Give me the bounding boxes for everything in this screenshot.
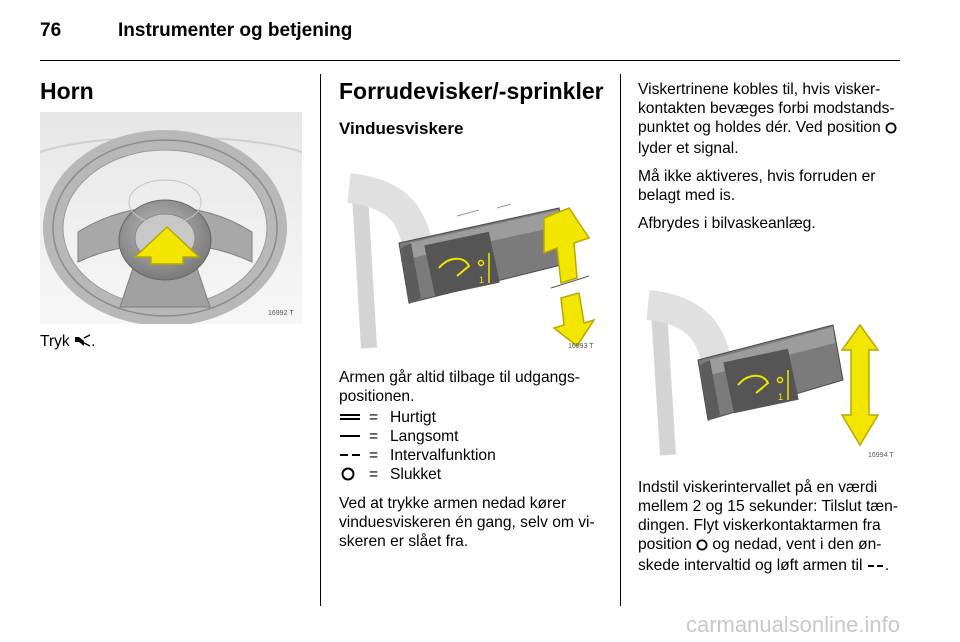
figure-code-interval: 16994 T	[868, 452, 894, 459]
interval-stalk-illustration	[638, 255, 900, 463]
single-line-icon	[339, 427, 363, 446]
running-title: Instrumenter og betjening	[118, 20, 353, 41]
horn-instruction	[40, 332, 310, 353]
page-number: 76	[40, 20, 62, 41]
column-divider-right	[620, 74, 621, 606]
horn-instruction-text: Tryk	[40, 333, 75, 350]
horn-instruction-end: .	[91, 333, 96, 350]
right-para-1	[638, 80, 902, 158]
wiper-intro-text: Armen går altid tilbage til udgangs-positionen.	[339, 369, 580, 405]
right-para-1-text: Viskertrinene kobles til, hvis visker-kontakten bevæges forbi modstands-punktet og holdes dér. Ved position	[638, 81, 895, 136]
wiper-stalk-figure	[339, 148, 601, 356]
right-para-2: Må ikke aktiveres, hvis forruden er belagt med is.	[638, 168, 876, 204]
horn-icon	[74, 334, 91, 353]
interval-text-1: Indstil viskerintervallet på en værdi mellem 2 og 15 sekunder: Tilslut tæn-dingen. Flyt viskerkontaktarmen fra position	[638, 479, 899, 553]
off-circle-icon	[339, 465, 363, 484]
right-para-1-end: lyder et signal.	[638, 140, 739, 157]
right-column-text	[638, 80, 902, 242]
interval-figure	[638, 255, 900, 463]
off-circle-icon	[885, 120, 897, 139]
steering-wheel-illustration	[40, 112, 302, 324]
legend-equals: =	[369, 447, 379, 464]
legend-label-interval: Intervalfunktion	[390, 447, 496, 464]
subheading-wipers: Vinduesviskere	[339, 119, 464, 138]
dashed-line-icon	[867, 558, 885, 577]
off-circle-icon	[696, 537, 708, 556]
interval-text-end: .	[884, 557, 890, 574]
interval-instructions	[638, 478, 904, 577]
section-heading-wiper: Forrudevisker/-sprinkler	[339, 78, 604, 104]
wiper-outro-text: Ved at trykke armen nedad kører vinduesviskeren én gang, selv om vi-skeren er slået fra.	[339, 495, 595, 550]
steering-wheel-figure	[40, 112, 302, 324]
svg-text:1: 1	[778, 392, 784, 402]
interval-text-2: og nedad, vent i den øn-skede intervaltid og løft armen til	[638, 536, 882, 574]
legend-label-slow: Langsomt	[390, 428, 459, 445]
double-line-icon	[339, 408, 363, 427]
figure-code-wipers: 16993 T	[568, 343, 594, 350]
legend-equals: =	[369, 409, 379, 426]
legend-label-off: Slukket	[390, 466, 442, 483]
wiper-stalk-illustration	[339, 148, 601, 356]
dashed-line-icon	[339, 446, 363, 465]
legend-equals: =	[369, 428, 379, 445]
watermark: carmanualsonline.info	[685, 612, 900, 637]
legend-label-fast: Hurtigt	[390, 409, 436, 426]
legend-equals: =	[369, 466, 379, 483]
svg-text:1: 1	[479, 275, 485, 285]
column-divider-left	[320, 74, 321, 606]
header-rule	[40, 60, 900, 61]
right-para-3: Afbrydes i bilvaskeanlæg.	[638, 215, 816, 232]
section-heading-horn: Horn	[40, 78, 94, 104]
figure-code-horn: 16992 T	[268, 310, 294, 317]
